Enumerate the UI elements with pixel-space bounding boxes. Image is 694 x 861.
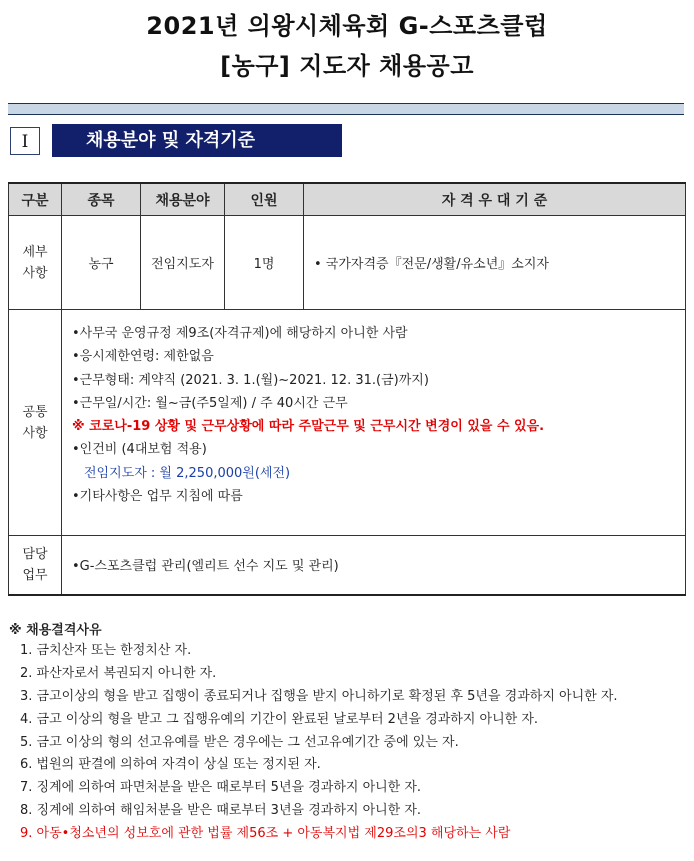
cell-qualification: • 국가자격증『전문/생활/유소년』소지자: [304, 216, 686, 310]
common-line: •인건비 (4대보험 적용): [72, 442, 207, 458]
disqualification-title: ※ 채용결격사유: [9, 623, 102, 638]
common-line: •기타사항은 업무 지침에 따름: [72, 489, 243, 505]
cell-duty: •G-스포츠클럽 관리(엘리트 선수 지도 및 관리): [62, 536, 686, 595]
row-label-common: 공통 사항: [9, 310, 62, 536]
header-sport: 종목: [62, 183, 141, 216]
table-row-common: [9, 310, 686, 536]
header-category: 구분: [9, 183, 62, 216]
list-item: 2. 파산자로서 복권되지 아니한 자.: [20, 665, 217, 681]
common-line: •응시제한연령: 제한없음: [72, 349, 214, 365]
document-title-line2: [농구] 지도자 채용공고: [220, 52, 474, 80]
common-line: •근무일/시간: 월~금(주5일제) / 주 40시간 근무: [72, 395, 348, 411]
row-label-detail: 세부 사항: [9, 216, 62, 310]
cell-count: 1명: [225, 216, 304, 310]
covid-notice: ※ 코로나-19 상황 및 근무상황에 따라 주말근무 및 근무시간 변경이 있을 수 있음.: [72, 419, 545, 435]
common-line: •사무국 운영규정 제9조(자격규제)에 해당하지 아니한 사람: [72, 326, 408, 341]
cell-sport: 농구: [62, 216, 141, 310]
disqualification-list: [20, 640, 618, 846]
common-conditions: [62, 310, 686, 536]
list-item: 7. 징계에 의하여 파면처분을 받은 때로부터 5년을 경과하지 아니한 자.: [20, 780, 422, 796]
table-header-row: [9, 183, 686, 216]
table-row-detail: [9, 216, 686, 310]
cell-field: 전임지도자: [141, 216, 225, 310]
document-title-line1: 2021년 의왕시체육회 G-스포츠클럽: [146, 12, 548, 40]
row-label-duty: 담당 업무: [9, 536, 62, 595]
common-line: •근무형태: 계약직 (2021. 3. 1.(월)~2021. 12. 31.(금)까지): [72, 372, 429, 388]
header-count: 인원: [225, 183, 304, 216]
list-item: 1. 금치산자 또는 한정치산 자.: [20, 643, 192, 658]
salary-line: 전임지도자 : 월 2,250,000원(세전): [84, 465, 291, 481]
list-item: 6. 법원의 판결에 의하여 자격이 상실 또는 정지된 자.: [20, 757, 321, 773]
list-item: 3. 금고이상의 형을 받고 집행이 종료되거나 집행을 받지 아니하기로 확정된 후 5년을 경과하지 아니한 자.: [20, 688, 618, 704]
header-field: 채용분야: [141, 183, 225, 216]
section-title: 채용분야 및 자격기준: [52, 124, 342, 157]
table-row-duty: [9, 536, 686, 595]
header-qualification: 자 격 우 대 기 준: [304, 183, 686, 216]
list-item: 8. 징계에 의하여 해임처분을 받은 때로부터 3년을 경과하지 아니한 자.: [20, 803, 422, 819]
title-divider: [8, 103, 684, 115]
section-number: I: [10, 127, 40, 155]
list-item: 4. 금고 이상의 형을 받고 그 집행유예의 기간이 완료된 날로부터 2년을 경과하지 아니한 자.: [20, 711, 539, 727]
list-item: 5. 금고 이상의 형의 선고유예를 받은 경우에는 그 선고유예기간 중에 있는 자.: [20, 734, 459, 750]
recruitment-table: [8, 182, 686, 596]
list-item: 9. 아동•청소년의 성보호에 관한 법률 제56조 + 아동복지법 제29조의3 해당하는 사람: [20, 826, 511, 842]
